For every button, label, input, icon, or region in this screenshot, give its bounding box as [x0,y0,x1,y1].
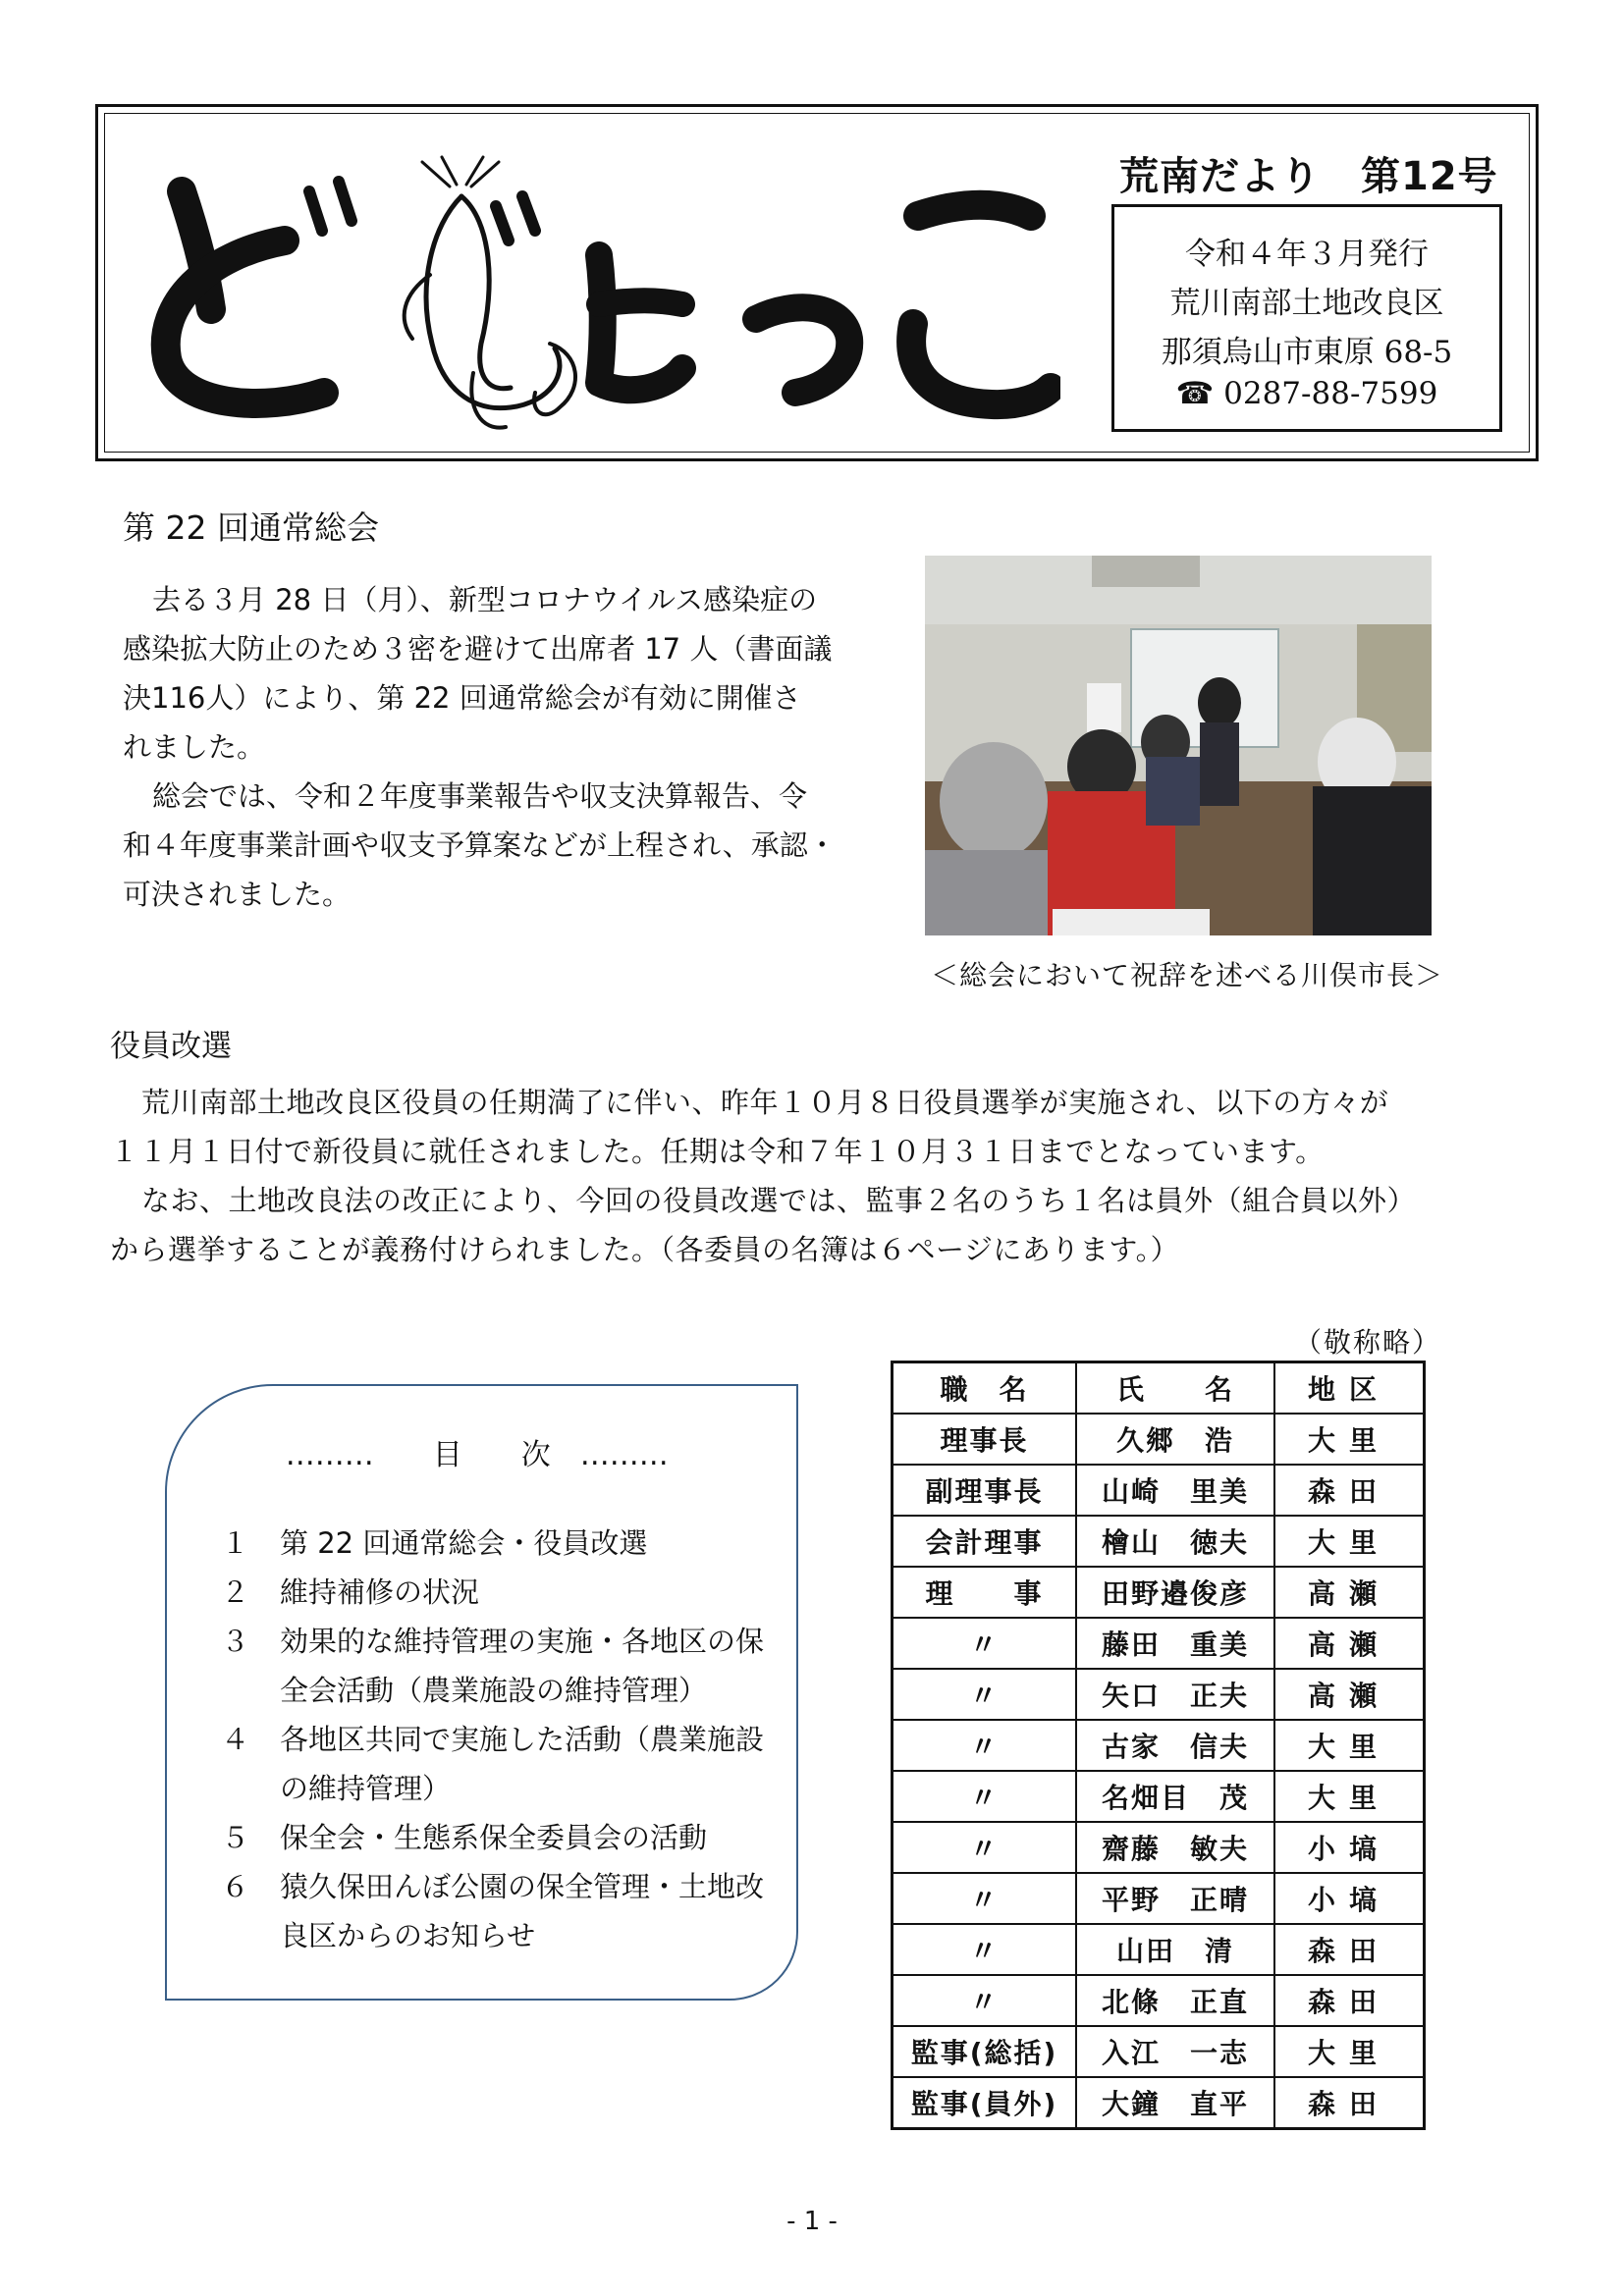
issue-info-box [1111,204,1502,432]
cell-position: 〃 [893,1924,1077,1975]
cell-name: 齋藤 敏夫 [1076,1822,1274,1873]
phone-icon: ☎ [1175,376,1224,411]
issue-title: 荒南だより 第12号 [1119,154,1498,199]
officer-roster-table [891,1361,1426,2130]
text-line: １１月１日付で新役員に就任されました。任期は令和７年１０月３１日までとなっています。 [110,1135,1325,1168]
toc-item-text: 効果的な維持管理の実施・各地区の保全会活動（農業施設の維持管理） [280,1625,765,1707]
table-row [893,1822,1425,1873]
toc-item-text: 猿久保田んぼ公園の保全管理・土地改良区からのお知らせ [280,1870,765,1952]
cell-district: 大里 [1274,1516,1425,1567]
toc-item [221,1519,790,1568]
text-line: 総会では、令和２年度事業報告や収支決算報告、令 [152,779,808,813]
text-line: 荒川南部土地改良区役員の任期満了に伴い、昨年１０月８日役員選挙が実施され、以下の方々が [141,1086,1389,1119]
table-of-contents [165,1384,798,2001]
table-row [893,1618,1425,1669]
table-row [893,1873,1425,1924]
cell-name: 大鐘 直平 [1076,2077,1274,2129]
cell-name: 山崎 里美 [1076,1465,1274,1516]
cell-district: 森田 [1274,1924,1425,1975]
cell-district: 大里 [1274,2026,1425,2077]
table-row [893,1516,1425,1567]
issue-date: 令和４年３月発行 [1185,237,1429,272]
cell-district: 高瀬 [1274,1618,1425,1669]
cell-district: 森田 [1274,2077,1425,2129]
table-row [893,2077,1425,2129]
toc-item-number: ４ [221,1723,250,1756]
table-row [893,1924,1425,1975]
cell-position: 理事長 [893,1414,1077,1465]
text-line: 去る３月 28 日（月）、新型コロナウイルス感染症の [152,583,818,616]
publisher-phone [1114,376,1499,411]
cell-name: 平野 正晴 [1076,1873,1274,1924]
toc-item-text: 保全会・生態系保全委員会の活動 [280,1821,708,1854]
cell-district: 小塙 [1274,1822,1425,1873]
table-row [893,1669,1425,1720]
cell-district: 森田 [1274,1975,1425,2026]
toc-item-text: 維持補修の状況 [280,1575,480,1609]
table-row [893,1771,1425,1822]
phone-number: 0287-88-7599 [1223,376,1438,411]
cell-district: 大里 [1274,1414,1425,1465]
cell-district: 大里 [1274,1720,1425,1771]
toc-list [221,1519,790,1960]
text-line: から選挙することが義務付けられました。（各委員の名簿は６ページにあります。） [110,1233,1180,1266]
cell-position: 会計理事 [893,1516,1077,1567]
cell-district: 大里 [1274,1771,1425,1822]
photo-caption: ＜総会において祝辞を述べる川俣市長＞ [931,959,1444,991]
table-row [893,1720,1425,1771]
cell-name: 藤田 重美 [1076,1618,1274,1669]
table-header-row [893,1362,1425,1415]
cell-name: 北條 正直 [1076,1975,1274,2026]
toc-item [221,1813,790,1862]
table-row [893,1975,1425,2026]
table-row [893,1465,1425,1516]
honorific-omitted-note: （敬称略） [1294,1326,1442,1359]
cell-name: 名畑目 茂 [1076,1771,1274,1822]
dojokko-logo [137,147,1060,446]
cell-district: 高瀬 [1274,1669,1425,1720]
meeting-photo [925,556,1432,935]
cell-name: 久郷 浩 [1076,1414,1274,1465]
text-line: れました。 [123,730,266,764]
column-header-name: 氏 名 [1076,1362,1274,1415]
section-heading-officer-election: 役員改選 [110,1029,232,1064]
officer-election-text [110,1078,1504,1274]
text-line: 決116人）により、第 22 回通常総会が有効に開催さ [123,681,801,715]
table-row [893,2026,1425,2077]
cell-position: 監事(総括) [893,2026,1077,2077]
text-line: 和４年度事業計画や収支予算案などが上程され、承認・ [123,828,837,862]
text-line: 可決されました。 [123,878,352,911]
toc-item [221,1617,790,1715]
toc-item-text: 第 22 回通常総会・役員改選 [280,1526,648,1560]
text-line: 感染拡大防止のため３密を避けて出席者 17 人（書面議 [123,632,833,666]
column-header-position: 職 名 [893,1362,1077,1415]
cell-district: 森田 [1274,1465,1425,1516]
cell-name: 檜山 徳夫 [1076,1516,1274,1567]
toc-item [221,1862,790,1960]
toc-item-number: ６ [221,1870,250,1903]
cell-name: 山田 清 [1076,1924,1274,1975]
toc-item-text: 各地区共同で実施した活動（農業施設の維持管理） [280,1723,765,1805]
text-line: なお、土地改良法の改正により、今回の役員改選では、監事２名のうち１名は員外（組合員以外） [141,1184,1417,1217]
cell-position: 〃 [893,1618,1077,1669]
cell-district: 高瀬 [1274,1567,1425,1618]
cell-name: 矢口 正夫 [1076,1669,1274,1720]
toc-title: ……… 目 次 ……… [285,1438,678,1472]
cell-position: 〃 [893,1975,1077,2026]
section-heading-general-meeting: 第 22 回通常総会 [123,508,379,547]
toc-item [221,1568,790,1617]
cell-position: 理 事 [893,1567,1077,1618]
cell-district: 小塙 [1274,1873,1425,1924]
publisher-name: 荒川南部土地改良区 [1169,286,1444,321]
cell-position: 〃 [893,1771,1077,1822]
toc-item-number: ３ [221,1625,250,1658]
publisher-address: 那須烏山市東原 68-5 [1161,335,1453,370]
cell-position: 〃 [893,1720,1077,1771]
toc-item-number: ５ [221,1821,250,1854]
cell-name: 古家 信夫 [1076,1720,1274,1771]
page-number: - 1 - [786,2207,838,2236]
cell-position: 〃 [893,1669,1077,1720]
toc-item-number: １ [221,1526,250,1560]
table-row [893,1567,1425,1618]
cell-position: 副理事長 [893,1465,1077,1516]
general-meeting-text [123,575,898,919]
cell-name: 田野邉俊彦 [1076,1567,1274,1618]
cell-position: 〃 [893,1822,1077,1873]
cell-name: 入江 一志 [1076,2026,1274,2077]
table-row [893,1414,1425,1465]
toc-item-number: ２ [221,1575,250,1609]
toc-item [221,1715,790,1813]
column-header-district: 地区 [1274,1362,1425,1415]
cell-position: 〃 [893,1873,1077,1924]
cell-position: 監事(員外) [893,2077,1077,2129]
